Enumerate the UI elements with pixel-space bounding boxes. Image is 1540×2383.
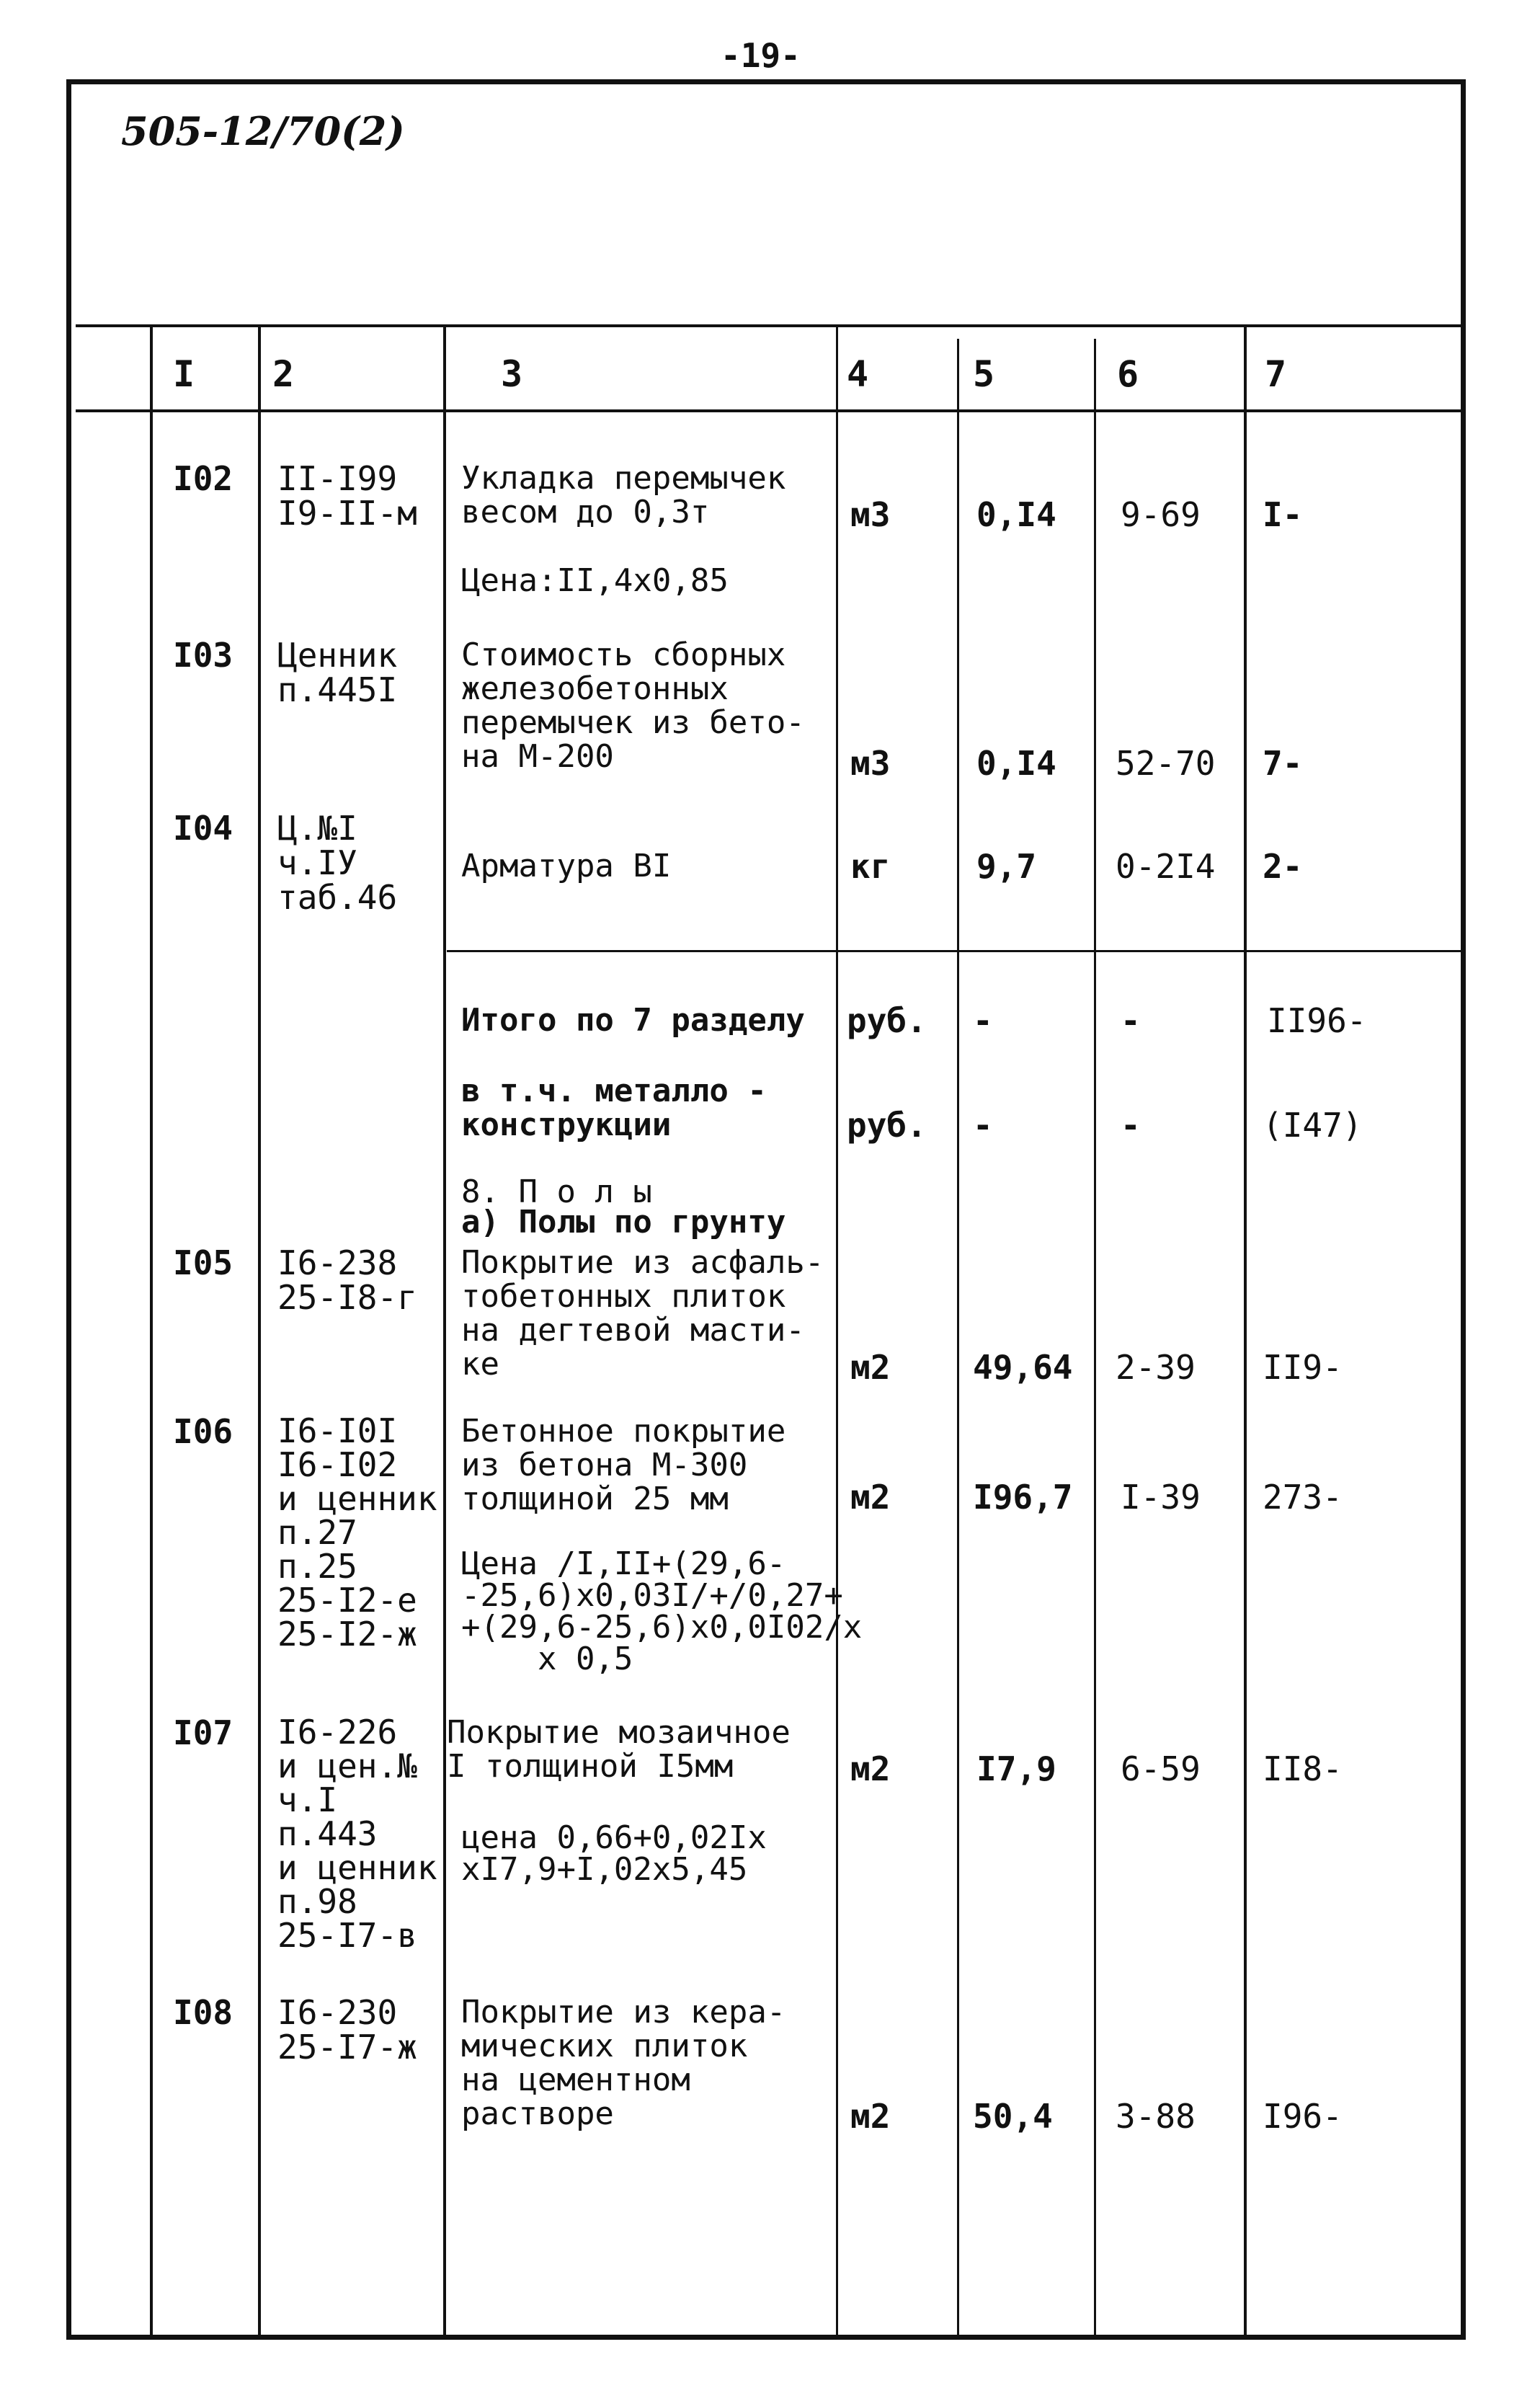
row-note: Цена /I,II+(29,6- -25,6)х0,03I/+/0,27+ +(29,6-25,6)х0,0I02/х х 0,5: [461, 1545, 863, 1677]
row-description: Покрытие из асфаль- тобетонных плиток на дегтевой масти- ке: [461, 1244, 824, 1383]
page-number: -19-: [721, 36, 801, 75]
row-price: 3-88: [1116, 2097, 1196, 2136]
row-code: I6-226 и цен.№ ч.I п.443 и ценник п.98 25-I7-в: [277, 1713, 437, 1955]
row-unit: м2: [850, 1749, 891, 1788]
section-title: 8. П о л ы: [461, 1173, 652, 1210]
header-col-7: 7: [1265, 353, 1287, 395]
row-total: 273-: [1263, 1478, 1343, 1517]
subtotal-total: II96-: [1267, 1001, 1367, 1040]
row-number: I02: [173, 459, 233, 498]
row-unit: м3: [850, 744, 891, 783]
row-unit: м2: [850, 1478, 891, 1517]
row-quantity: 0,I4: [976, 495, 1056, 534]
row-unit: м3: [850, 495, 891, 534]
row-code: I6-230 25-I7-ж: [277, 1993, 417, 2067]
row-price: 9-69: [1121, 495, 1201, 534]
col-divider-1: [258, 326, 261, 2337]
row-number: I04: [173, 809, 233, 848]
row-total: I96-: [1263, 2097, 1343, 2136]
row-number: I06: [173, 1412, 233, 1451]
row-price: 2-39: [1116, 1348, 1196, 1387]
row-description: Арматура ВI: [461, 848, 672, 884]
col-divider-4: [957, 339, 959, 2335]
row-price: I-39: [1121, 1478, 1201, 1517]
col-divider-6: [1244, 326, 1247, 2337]
row-quantity: I7,9: [976, 1749, 1056, 1788]
table-top-rule: [76, 324, 1463, 327]
row-quantity: 0,I4: [976, 744, 1056, 783]
col-divider-5: [1094, 339, 1096, 2335]
row-unit: кг: [850, 847, 891, 886]
subtotal-price: -: [1121, 1106, 1141, 1145]
subtotal-description: в т.ч. металло - конструкции: [461, 1073, 767, 1143]
row-price: 52-70: [1116, 744, 1216, 783]
row-unit: м2: [850, 1348, 891, 1387]
row-code: Ц.№I ч.IУ таб.46: [277, 809, 398, 917]
subtotal-unit: руб.: [847, 1106, 927, 1145]
header-col-1: I: [173, 353, 195, 395]
subtotal-rule: [447, 950, 1463, 952]
section-subtitle: а) Полы по грунту: [461, 1204, 786, 1241]
row-quantity: 49,64: [973, 1348, 1073, 1387]
document-number: 505-12/70(2): [121, 108, 405, 154]
row-description: Покрытие из кера- мических плиток на цементном растворе: [461, 1994, 786, 2132]
col-divider-3: [836, 326, 838, 2337]
row-note: Цена:II,4х0,85: [461, 562, 729, 599]
row-total: I-: [1263, 495, 1303, 534]
header-col-4: 4: [847, 353, 869, 395]
subtotal-total: (I47): [1263, 1106, 1363, 1145]
subtotal-unit: руб.: [847, 1001, 927, 1040]
header-col-5: 5: [973, 353, 995, 395]
row-code: I6-I0I I6-I02 и ценник п.27 п.25 25-I2-е 25-I2-ж: [277, 1411, 437, 1654]
row-unit: м2: [850, 2097, 891, 2136]
row-description: Укладка перемычек весом до 0,3т: [461, 460, 786, 531]
header-col-3: 3: [501, 353, 523, 395]
row-price: 6-59: [1121, 1749, 1201, 1788]
subtotal-description: Итого по 7 разделу: [461, 1002, 805, 1039]
row-total: II8-: [1263, 1749, 1343, 1788]
row-code: Ценник п.445I: [277, 636, 398, 709]
header-col-6: 6: [1117, 353, 1139, 395]
row-number: I05: [173, 1243, 233, 1282]
row-number: I03: [173, 636, 233, 675]
row-total: 2-: [1263, 847, 1303, 886]
row-code: I6-238 25-I8-г: [277, 1243, 417, 1317]
row-description: Покрытие мозаичное I толщиной I5мм: [447, 1714, 791, 1785]
row-description: Стоимость сборных железобетонных перемычек из бето- на М-200: [461, 636, 805, 775]
row-total: 7-: [1263, 744, 1303, 783]
row-total: II9-: [1263, 1348, 1343, 1387]
row-note: цена 0,66+0,02Iх хI7,9+I,02х5,45: [461, 1819, 767, 1888]
row-number: I07: [173, 1713, 233, 1752]
subtotal-price: -: [1121, 1001, 1141, 1040]
subtotal-quantity: -: [973, 1001, 993, 1040]
header-bottom-rule: [76, 409, 1463, 412]
row-quantity: 50,4: [973, 2097, 1053, 2136]
row-code: II-I99 I9-II-м: [277, 459, 417, 533]
header-col-2: 2: [272, 353, 295, 395]
col-divider-0: [150, 326, 153, 2337]
row-quantity: 9,7: [976, 847, 1037, 886]
col-divider-2: [443, 326, 446, 2337]
row-quantity: I96,7: [973, 1478, 1073, 1517]
row-description: Бетонное покрытие из бетона М-300 толщиной 25 мм: [461, 1413, 786, 1517]
subtotal-quantity: -: [973, 1106, 993, 1145]
row-price: 0-2I4: [1116, 847, 1216, 886]
row-number: I08: [173, 1993, 233, 2032]
